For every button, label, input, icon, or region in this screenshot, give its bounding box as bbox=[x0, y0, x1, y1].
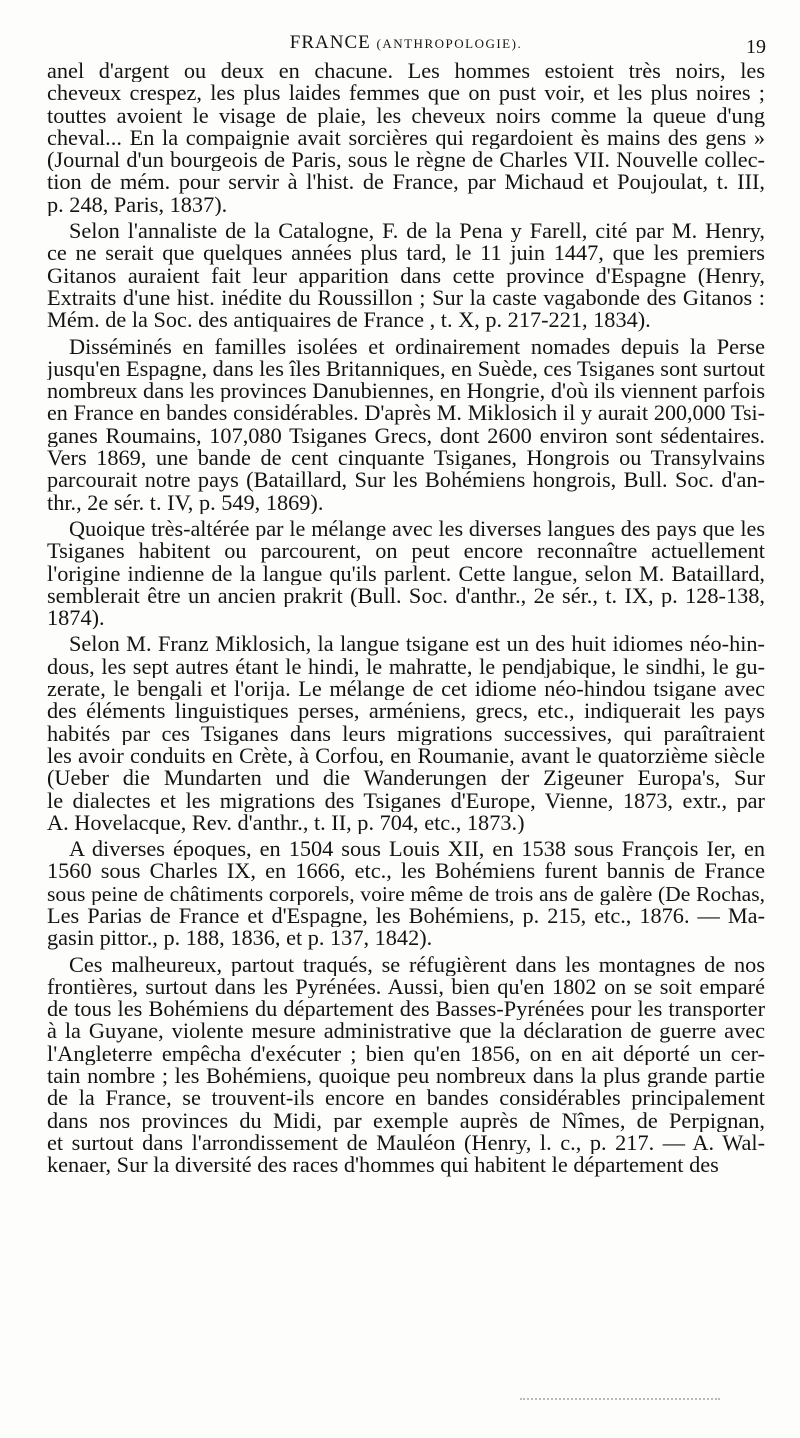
text-line: thr., 2e sér. t. IV, p. 549, 1869). bbox=[47, 491, 324, 514]
body-text bbox=[47, 60, 765, 1181]
paragraph bbox=[47, 518, 765, 629]
text-line: (Journal d'un bourgeois de Paris, sous le règne de Charles VII. Nouvelle collec- bbox=[47, 149, 765, 172]
text-line: Quoique très-altérée par le mélange avec les diverses langues des pays que les bbox=[69, 517, 765, 541]
text-line: et surtout dans l'arrondissement de Mauléon (Henry, l. c., p. 217. — A. Wal- bbox=[47, 1131, 765, 1155]
text-line: touttes avoient le visage de plaie, les cheveux noirs comme la queue d'ung bbox=[47, 104, 765, 127]
running-title-main: FRANCE bbox=[289, 32, 371, 53]
text-line: sous peine de châtiments corporels, voire même de trois ans de galère (De Rochas, bbox=[47, 882, 765, 905]
text-line: dans nos provinces du Midi, par exemple auprès de Nîmes, de Perpignan, bbox=[47, 1109, 765, 1132]
text-line: zerate, le bengali et l'orija. Le mélange de cet idiome néo-hindou tsigane avec bbox=[47, 678, 765, 701]
running-head bbox=[46, 32, 766, 58]
text-line: A diverses époques, en 1504 sous Louis XII, en 1538 sous François Ier, en bbox=[69, 838, 765, 861]
text-line: semblerait être un ancien prakrit (Bull. Soc. d'anthr., 2e sér., t. IX, p. 128-138, bbox=[47, 584, 765, 608]
text-line: gasin pittor., p. 188, 1836, et p. 137, 1842). bbox=[47, 927, 433, 950]
text-line: Selon M. Franz Miklosich, la langue tsigane est un des huit idiomes néo-hin- bbox=[69, 633, 765, 656]
text-line: habités par ces Tsiganes dans leurs migrations successives, qui paraîtraient bbox=[47, 722, 765, 745]
text-line: en France en bandes considérables. D'après M. Miklosich il y aurait 200,000 Tsi- bbox=[47, 402, 765, 425]
text-line: anel d'argent ou deux en chacune. Les hommes estoient très noirs, les bbox=[47, 60, 765, 83]
footer-rule bbox=[520, 1398, 720, 1402]
text-line: Extraits d'une hist. inédite du Roussillon ; Sur la caste vagabonde des Gitanos : bbox=[47, 286, 765, 310]
text-line: 1874). bbox=[47, 607, 105, 630]
text-line: l'origine indienne de la langue qu'ils parlent. Cette langue, selon M. Bataillard, bbox=[47, 562, 765, 585]
text-line: kenaer, Sur la diversité des races d'hommes qui habitent le département des bbox=[47, 1154, 719, 1177]
text-line: (Ueber die Mundarten und die Wanderungen der Zigeuner Europa's, Sur bbox=[47, 767, 765, 790]
text-line: frontières, surtout dans les Pyrénées. Aussi, bien qu'en 1802 on se soit emparé bbox=[47, 975, 765, 999]
text-line: tain nombre ; les Bohémiens, quoique peu nombreux dans la plus grande partie bbox=[47, 1065, 765, 1088]
paragraph bbox=[47, 838, 765, 949]
paragraph bbox=[47, 60, 765, 216]
text-line: Ces malheureux, partout traqués, se réfugièrent dans les montagnes de nos bbox=[69, 953, 765, 976]
text-line: cheval... En la compaignie avait sorcières qui regardoient ès mains des gens » bbox=[47, 126, 765, 150]
text-line: 1560 sous Charles IX, en 1666, etc., les Bohémiens furent bannis de France bbox=[47, 860, 765, 883]
text-line: dous, les sept autres étant le hindi, le mahratte, le pendjabique, le sindhi, le gu- bbox=[47, 655, 765, 679]
text-line: Selon l'annaliste de la Catalogne, F. de la Pena y Farell, cité par M. Henry, bbox=[69, 220, 765, 243]
text-line: à la Guyane, violente mesure administrative que la déclaration de guerre avec bbox=[47, 1020, 765, 1043]
text-line: cheveux crespez, les plus laides femmes que on pust voir, et les plus noires ; bbox=[47, 82, 765, 105]
running-title-sub: (ANTHROPOLOGIE). bbox=[376, 36, 523, 51]
text-line: l'Angleterre empêcha d'exécuter ; bien qu'en 1856, on en ait déporté un cer- bbox=[47, 1042, 765, 1066]
text-line: jusqu'en Espagne, dans les îles Britanniques, en Suède, ces Tsiganes sont surtout bbox=[47, 357, 765, 381]
text-line: le dialectes et les migrations des Tsiganes d'Europe, Vienne, 1873, extr., par bbox=[47, 789, 765, 812]
page-number: 19 bbox=[746, 36, 766, 58]
text-line: Mém. de la Soc. des antiquaires de France , t. X, p. 217-221, 1834). bbox=[47, 309, 651, 332]
text-line: Vers 1869, une bande de cent cinquante Tsiganes, Hongrois ou Transylvains bbox=[47, 447, 765, 470]
text-line: A. Hovelacque, Rev. d'anthr., t. II, p. 704, etc., 1873.) bbox=[47, 811, 525, 835]
text-line: des éléments linguistiques perses, arméniens, grecs, etc., indiquerait les pays bbox=[47, 700, 765, 723]
text-line: ganes Roumains, 107,080 Tsiganes Grecs, dont 2600 environ sont sédentaires. bbox=[47, 424, 765, 448]
text-line: de la France, se trouvent-ils encore en bandes considérables principalement bbox=[47, 1087, 765, 1110]
text-line: nombreux dans les provinces Danubiennes, en Hongrie, d'où ils viennent parfois bbox=[47, 380, 765, 403]
paragraph bbox=[47, 633, 765, 834]
text-line: Les Parias de France et d'Espagne, les Bohémiens, p. 215, etc., 1876. — Ma- bbox=[47, 904, 765, 928]
text-line: tion de mém. pour servir à l'hist. de France, par Michaud et Poujoulat, t. III, bbox=[47, 171, 765, 194]
paragraph bbox=[47, 336, 765, 514]
text-line: parcourait notre pays (Bataillard, Sur les Bohémiens hongrois, Bull. Soc. d'an- bbox=[47, 469, 765, 492]
text-line: Gitanos auraient fait leur apparition dans cette province d'Espagne (Henry, bbox=[47, 264, 765, 287]
text-line: de tous les Bohémiens du département des Basses-Pyrénées pour les transporter bbox=[47, 998, 765, 1021]
text-line: ce ne serait que quelques années plus tard, le 11 juin 1447, que les premiers bbox=[47, 242, 765, 265]
running-title bbox=[46, 32, 766, 54]
text-line: les avoir conduits en Crète, à Corfou, en Roumanie, avant le quatorzième siècle bbox=[47, 744, 765, 768]
text-line: Disséminés en familles isolées et ordinairement nomades depuis la Perse bbox=[69, 335, 765, 358]
paragraph bbox=[47, 220, 765, 331]
text-line: p. 248, Paris, 1837). bbox=[47, 193, 228, 217]
paragraph bbox=[47, 954, 765, 1177]
text-line: Tsiganes habitent ou parcourent, on peut encore reconnaître actuellement bbox=[47, 540, 765, 563]
